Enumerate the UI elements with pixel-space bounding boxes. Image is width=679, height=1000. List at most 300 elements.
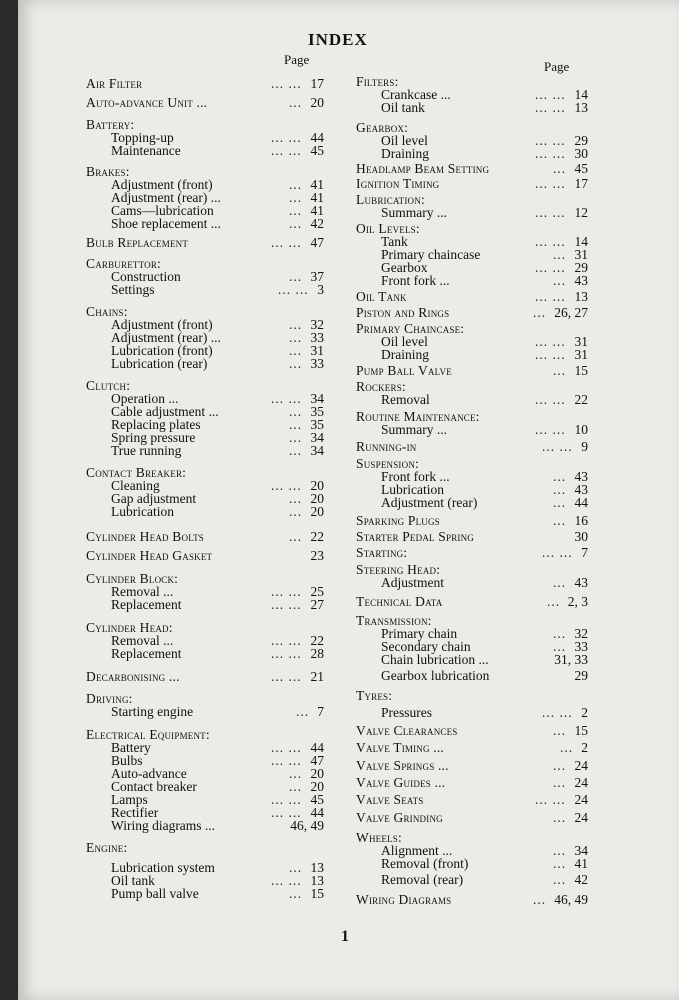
- leader-dots: ... ...: [271, 669, 302, 684]
- entry-label: Engine:: [86, 840, 128, 855]
- entry-label: Auto-advance Unit ...: [86, 95, 208, 110]
- leader-dots: ...: [289, 95, 303, 110]
- entry-label: Settings: [111, 282, 155, 297]
- entry-label: Topping-up: [111, 130, 174, 145]
- entry-label: Contact breaker: [111, 779, 197, 794]
- entry-page-number: 30: [574, 146, 588, 161]
- index-entry: [356, 793, 588, 807]
- entry-label: Construction: [111, 269, 181, 284]
- entry-label: Clutch:: [86, 378, 131, 393]
- entry-page-number: 43: [574, 575, 588, 590]
- entry-label: Rockers:: [356, 379, 406, 394]
- index-subentry: [86, 647, 324, 661]
- entry-label: Adjustment (front): [111, 177, 213, 192]
- index-subentry: [86, 598, 324, 612]
- leader-dots: ...: [553, 775, 567, 790]
- entry-label: Oil level: [381, 133, 428, 148]
- leader-dots: ...: [553, 639, 567, 654]
- leader-dots: ... ...: [271, 478, 302, 493]
- entry-page-number: 31: [574, 334, 588, 349]
- entry-page-number: 12: [574, 205, 588, 220]
- entry-page-number: 34: [574, 843, 588, 858]
- entry-label: Oil Tank: [356, 289, 407, 304]
- entry-label: Lubrication system: [111, 860, 215, 875]
- entry-label: Primary chain: [381, 626, 458, 641]
- leader-dots: ... ...: [271, 753, 302, 768]
- entry-label: Air Filter: [86, 76, 143, 91]
- entry-label: Cleaning: [111, 478, 160, 493]
- entry-label: Steering Head:: [356, 562, 441, 577]
- index-entry: [356, 689, 588, 703]
- entry-label: Driving:: [86, 691, 133, 706]
- entry-label: Gap adjustment: [111, 491, 197, 506]
- entry-label: Bulb Replacement: [86, 235, 189, 250]
- leader-dots: ...: [289, 343, 303, 358]
- index-entry: [356, 514, 588, 528]
- entry-page-number: 41: [310, 190, 324, 205]
- index-entry: [86, 236, 324, 250]
- leader-dots: ... ...: [535, 146, 566, 161]
- entry-page-number: 42: [574, 872, 588, 887]
- entry-page-number: 44: [310, 130, 324, 145]
- leader-dots: ...: [553, 810, 567, 825]
- entry-page-number: 30: [574, 529, 588, 544]
- entry-label: Wiring Diagrams: [356, 892, 452, 907]
- leader-dots: ... ...: [535, 205, 566, 220]
- entry-label: Suspension:: [356, 456, 419, 471]
- index-entry: [356, 306, 588, 320]
- entry-label: Removal (front): [381, 856, 469, 871]
- entry-page-number: 44: [310, 740, 324, 755]
- entry-page-number: 21: [310, 669, 324, 684]
- leader-dots: ... ...: [542, 545, 573, 560]
- leader-dots: ... ...: [535, 87, 566, 102]
- entry-page-number: 20: [310, 779, 324, 794]
- leader-dots: ... ...: [271, 130, 302, 145]
- index-entry: [356, 440, 588, 454]
- entry-page-number: 15: [574, 363, 588, 378]
- index-subentry: [86, 444, 324, 458]
- entry-label: Bulbs: [111, 753, 143, 768]
- leader-dots: ...: [289, 356, 303, 371]
- entry-label: Maintenance: [111, 143, 181, 158]
- leader-dots: ...: [289, 417, 303, 432]
- entry-page-number: 23: [310, 548, 324, 563]
- entry-label: Pressures: [381, 705, 432, 720]
- page-column-header: Page: [284, 52, 310, 67]
- entry-page-number: 20: [310, 504, 324, 519]
- entry-page-number: 2: [581, 740, 588, 755]
- leader-dots: ...: [289, 504, 303, 519]
- leader-dots: ...: [553, 843, 567, 858]
- entry-label: Brakes:: [86, 164, 130, 179]
- entry-label: Lubrication: [381, 482, 444, 497]
- entry-label: Front fork ...: [381, 469, 450, 484]
- leader-dots: ... ...: [271, 235, 302, 250]
- entry-page-number: 13: [574, 100, 588, 115]
- index-entry: [86, 841, 324, 855]
- entry-page-number: 29: [574, 260, 588, 275]
- entry-label: Adjustment: [381, 575, 444, 590]
- entry-page-number: 32: [310, 317, 324, 332]
- leader-dots: ...: [560, 740, 574, 755]
- entry-label: Valve Clearances: [356, 723, 458, 738]
- entry-label: Front fork ...: [381, 273, 450, 288]
- page-title: INDEX: [308, 30, 368, 49]
- page-number: 1: [341, 928, 349, 945]
- leader-dots: ... ...: [271, 792, 302, 807]
- leader-dots: ...: [296, 704, 310, 719]
- entry-label: True running: [111, 443, 182, 458]
- entry-label: Pump Ball Valve: [356, 363, 452, 378]
- index-entry: [356, 546, 588, 560]
- leader-dots: ...: [547, 594, 561, 609]
- entry-page-number: 22: [310, 529, 324, 544]
- entry-label: Shoe replacement ...: [111, 216, 221, 231]
- entry-page-number: 3: [317, 282, 324, 297]
- entry-label: Gearbox lubrication: [381, 668, 490, 683]
- entry-label: Adjustment (rear) ...: [111, 330, 221, 345]
- entry-page-number: 17: [574, 176, 588, 191]
- entry-label: Chains:: [86, 304, 128, 319]
- leader-dots: ...: [289, 779, 303, 794]
- index-subentry: [356, 669, 588, 683]
- entry-page-number: 15: [574, 723, 588, 738]
- entry-page-number: 46, 49: [290, 818, 324, 833]
- index-entry: [86, 96, 324, 110]
- index-entry: [86, 670, 324, 684]
- entry-label: Operation ...: [111, 391, 179, 406]
- leader-dots: ... ...: [278, 282, 309, 297]
- entry-page-number: 29: [574, 668, 588, 683]
- entry-page-number: 24: [574, 810, 588, 825]
- entry-label: Battery: [111, 740, 151, 755]
- leader-dots: ...: [553, 575, 567, 590]
- entry-page-number: 20: [310, 766, 324, 781]
- entry-label: Contact Breaker:: [86, 465, 187, 480]
- entry-page-number: 22: [310, 633, 324, 648]
- leader-dots: ... ...: [271, 143, 302, 158]
- leader-dots: ...: [553, 247, 567, 262]
- index-entry: [356, 893, 588, 907]
- index-entry: [356, 162, 588, 176]
- index-subentry: [356, 206, 588, 220]
- leader-dots: ...: [289, 860, 303, 875]
- entry-label: Lubrication: [111, 504, 174, 519]
- leader-dots: ... ...: [535, 100, 566, 115]
- entry-label: Crankcase ...: [381, 87, 451, 102]
- index-entry: [356, 530, 588, 544]
- entry-label: Starting engine: [111, 704, 194, 719]
- index-subentry: [86, 144, 324, 158]
- index-subentry: [86, 505, 324, 519]
- entry-page-number: 15: [310, 886, 324, 901]
- entry-page-number: 20: [310, 95, 324, 110]
- entry-label: Gearbox: [381, 260, 428, 275]
- entry-page-number: 24: [574, 792, 588, 807]
- entry-label: Starter Pedal Spring: [356, 529, 475, 544]
- entry-page-number: 24: [574, 758, 588, 773]
- entry-page-number: 47: [310, 235, 324, 250]
- entry-label: Draining: [381, 146, 429, 161]
- entry-label: Cylinder Head Bolts: [86, 529, 204, 544]
- entry-page-number: 25: [310, 584, 324, 599]
- entry-label: Valve Grinding: [356, 810, 443, 825]
- entry-page-number: 35: [310, 404, 324, 419]
- leader-dots: ...: [533, 892, 547, 907]
- entry-label: Wiring diagrams ...: [111, 818, 216, 833]
- index-subentry: [356, 653, 588, 667]
- index-subentry: [356, 857, 588, 871]
- entry-page-number: 20: [310, 491, 324, 506]
- entry-page-number: 13: [310, 860, 324, 875]
- leader-dots: ...: [553, 856, 567, 871]
- leader-dots: ...: [289, 529, 303, 544]
- entry-label: Sparking Plugs: [356, 513, 440, 528]
- index-entry: [356, 776, 588, 790]
- entry-label: Lubrication (front): [111, 343, 213, 358]
- index-entry: [356, 741, 588, 755]
- entry-label: Oil tank: [381, 100, 425, 115]
- leader-dots: ...: [553, 482, 567, 497]
- entry-page-number: 27: [310, 597, 324, 612]
- index-subentry: [86, 217, 324, 231]
- index-subentry: [356, 147, 588, 161]
- entry-page-number: 45: [310, 792, 324, 807]
- leader-dots: ... ...: [542, 439, 573, 454]
- index-subentry: [86, 705, 324, 719]
- entry-page-number: 31, 33: [554, 652, 588, 667]
- entry-page-number: 13: [310, 873, 324, 888]
- entry-page-number: 43: [574, 469, 588, 484]
- leader-dots: ... ...: [271, 391, 302, 406]
- entry-page-number: 16: [574, 513, 588, 528]
- entry-label: Spring pressure: [111, 430, 196, 445]
- leader-dots: ... ...: [535, 792, 566, 807]
- entry-label: Carburettor:: [86, 256, 161, 271]
- entry-page-number: 22: [574, 392, 588, 407]
- leader-dots: ... ...: [535, 289, 566, 304]
- leader-dots: ... ...: [271, 76, 302, 91]
- entry-page-number: 43: [574, 273, 588, 288]
- entry-page-number: 29: [574, 133, 588, 148]
- leader-dots: ...: [553, 872, 567, 887]
- leader-dots: ... ...: [535, 334, 566, 349]
- index-subentry: [86, 819, 324, 833]
- entry-label: Filters:: [356, 74, 399, 89]
- index-entry: [86, 530, 324, 544]
- entry-label: Valve Springs ...: [356, 758, 449, 773]
- entry-label: Headlamp Beam Setting: [356, 161, 490, 176]
- page-column-header: Page: [544, 59, 570, 74]
- entry-page-number: 7: [317, 704, 324, 719]
- leader-dots: ... ...: [535, 260, 566, 275]
- index-subentry: [356, 576, 588, 590]
- entry-page-number: 26, 27: [554, 305, 588, 320]
- leader-dots: ...: [553, 363, 567, 378]
- index-subentry: [356, 706, 588, 720]
- entry-page-number: 44: [310, 805, 324, 820]
- entry-label: Tank: [381, 234, 408, 249]
- entry-label: Routine Maintenance:: [356, 409, 480, 424]
- leader-dots: ...: [553, 495, 567, 510]
- entry-page-number: 33: [310, 356, 324, 371]
- index-entry: [356, 759, 588, 773]
- entry-page-number: 14: [574, 234, 588, 249]
- entry-page-number: 44: [574, 495, 588, 510]
- entry-label: Cylinder Head:: [86, 620, 173, 635]
- entry-label: Battery:: [86, 117, 135, 132]
- leader-dots: ...: [289, 216, 303, 231]
- index-subentry: [356, 496, 588, 510]
- leader-dots: ...: [289, 330, 303, 345]
- entry-label: Ignition Timing: [356, 176, 440, 191]
- entry-page-number: 34: [310, 443, 324, 458]
- index-entry: [356, 595, 588, 609]
- leader-dots: ... ...: [535, 422, 566, 437]
- leader-dots: ... ...: [271, 740, 302, 755]
- entry-page-number: 31: [574, 347, 588, 362]
- entry-page-number: 9: [581, 439, 588, 454]
- entry-label: Draining: [381, 347, 429, 362]
- entry-page-number: 28: [310, 646, 324, 661]
- leader-dots: ...: [289, 190, 303, 205]
- entry-label: Replacing plates: [111, 417, 201, 432]
- entry-label: Lubrication:: [356, 192, 425, 207]
- leader-dots: ...: [289, 269, 303, 284]
- entry-page-number: 41: [310, 177, 324, 192]
- entry-label: Replacement: [111, 646, 182, 661]
- entry-page-number: 41: [574, 856, 588, 871]
- entry-page-number: 2, 3: [567, 594, 588, 609]
- entry-label: Lamps: [111, 792, 148, 807]
- leader-dots: ...: [533, 305, 547, 320]
- entry-label: Lubrication (rear): [111, 356, 208, 371]
- index-subentry: [356, 101, 588, 115]
- entry-page-number: 37: [310, 269, 324, 284]
- entry-label: Transmission:: [356, 613, 432, 628]
- index-entry: [86, 77, 324, 91]
- leader-dots: ... ...: [535, 133, 566, 148]
- entry-label: Decarbonising ...: [86, 669, 180, 684]
- entry-page-number: 7: [581, 545, 588, 560]
- entry-page-number: 41: [310, 203, 324, 218]
- leader-dots: ... ...: [271, 597, 302, 612]
- entry-page-number: 42: [310, 216, 324, 231]
- index-entry: [356, 290, 588, 304]
- entry-label: Adjustment (rear): [381, 495, 478, 510]
- leader-dots: ...: [289, 766, 303, 781]
- index-subentry: [86, 887, 324, 901]
- leader-dots: ... ...: [271, 633, 302, 648]
- entry-label: Oil tank: [111, 873, 155, 888]
- entry-page-number: 43: [574, 482, 588, 497]
- entry-label: Chain lubrication ...: [381, 652, 489, 667]
- entry-label: Primary chaincase: [381, 247, 481, 262]
- index-entry: [86, 549, 324, 563]
- entry-label: Oil level: [381, 334, 428, 349]
- entry-label: Summary ...: [381, 205, 447, 220]
- entry-label: Valve Guides ...: [356, 775, 446, 790]
- entry-label: Pump ball valve: [111, 886, 199, 901]
- entry-label: Primary Chaincase:: [356, 321, 465, 336]
- leader-dots: ... ...: [535, 392, 566, 407]
- book-page: [18, 0, 679, 1000]
- entry-label: Auto-advance: [111, 766, 187, 781]
- leader-dots: ...: [289, 404, 303, 419]
- index-subentry: [356, 873, 588, 887]
- index-entry: [356, 724, 588, 738]
- leader-dots: ...: [289, 886, 303, 901]
- entry-label: Piston and Rings: [356, 305, 450, 320]
- leader-dots: ... ...: [542, 705, 573, 720]
- entry-label: Oil Levels:: [356, 221, 420, 236]
- entry-label: Secondary chain: [381, 639, 471, 654]
- entry-page-number: 33: [574, 639, 588, 654]
- leader-dots: ...: [553, 626, 567, 641]
- leader-dots: ...: [553, 723, 567, 738]
- entry-page-number: 32: [574, 626, 588, 641]
- leader-dots: ...: [553, 758, 567, 773]
- leader-dots: ...: [553, 513, 567, 528]
- entry-label: Rectifier: [111, 805, 159, 820]
- entry-page-number: 34: [310, 430, 324, 445]
- entry-label: Tyres:: [356, 688, 393, 703]
- entry-label: Alignment ...: [381, 843, 453, 858]
- entry-page-number: 34: [310, 391, 324, 406]
- entry-page-number: 24: [574, 775, 588, 790]
- leader-dots: ...: [289, 177, 303, 192]
- leader-dots: ... ...: [535, 234, 566, 249]
- leader-dots: ...: [289, 491, 303, 506]
- entry-label: Valve Timing ...: [356, 740, 444, 755]
- leader-dots: ... ...: [535, 176, 566, 191]
- leader-dots: ...: [289, 203, 303, 218]
- leader-dots: ...: [553, 469, 567, 484]
- index-entry: [356, 177, 588, 191]
- index-subentry: [356, 393, 588, 407]
- index-subentry: [86, 283, 324, 297]
- leader-dots: ... ...: [271, 805, 302, 820]
- entry-label: Cable adjustment ...: [111, 404, 219, 419]
- leader-dots: ...: [553, 161, 567, 176]
- entry-label: Removal: [381, 392, 430, 407]
- index-subentry: [86, 357, 324, 371]
- entry-label: Summary ...: [381, 422, 447, 437]
- index-subentry: [356, 423, 588, 437]
- entry-label: Cylinder Block:: [86, 571, 179, 586]
- entry-label: Adjustment (rear) ...: [111, 190, 221, 205]
- entry-page-number: 20: [310, 478, 324, 493]
- index-subentry: [356, 274, 588, 288]
- entry-page-number: 2: [581, 705, 588, 720]
- leader-dots: ...: [553, 273, 567, 288]
- entry-label: Adjustment (front): [111, 317, 213, 332]
- entry-label: Wheels:: [356, 830, 402, 845]
- entry-page-number: 33: [310, 330, 324, 345]
- entry-label: Removal (rear): [381, 872, 464, 887]
- leader-dots: ... ...: [271, 873, 302, 888]
- entry-label: Starting:: [356, 545, 408, 560]
- leader-dots: ...: [289, 430, 303, 445]
- index-entry: [356, 364, 588, 378]
- entry-label: Removal ...: [111, 633, 174, 648]
- entry-page-number: 47: [310, 753, 324, 768]
- index-subentry: [356, 348, 588, 362]
- entry-page-number: 35: [310, 417, 324, 432]
- entry-label: Replacement: [111, 597, 182, 612]
- entry-label: Cams—lubrication: [111, 203, 214, 218]
